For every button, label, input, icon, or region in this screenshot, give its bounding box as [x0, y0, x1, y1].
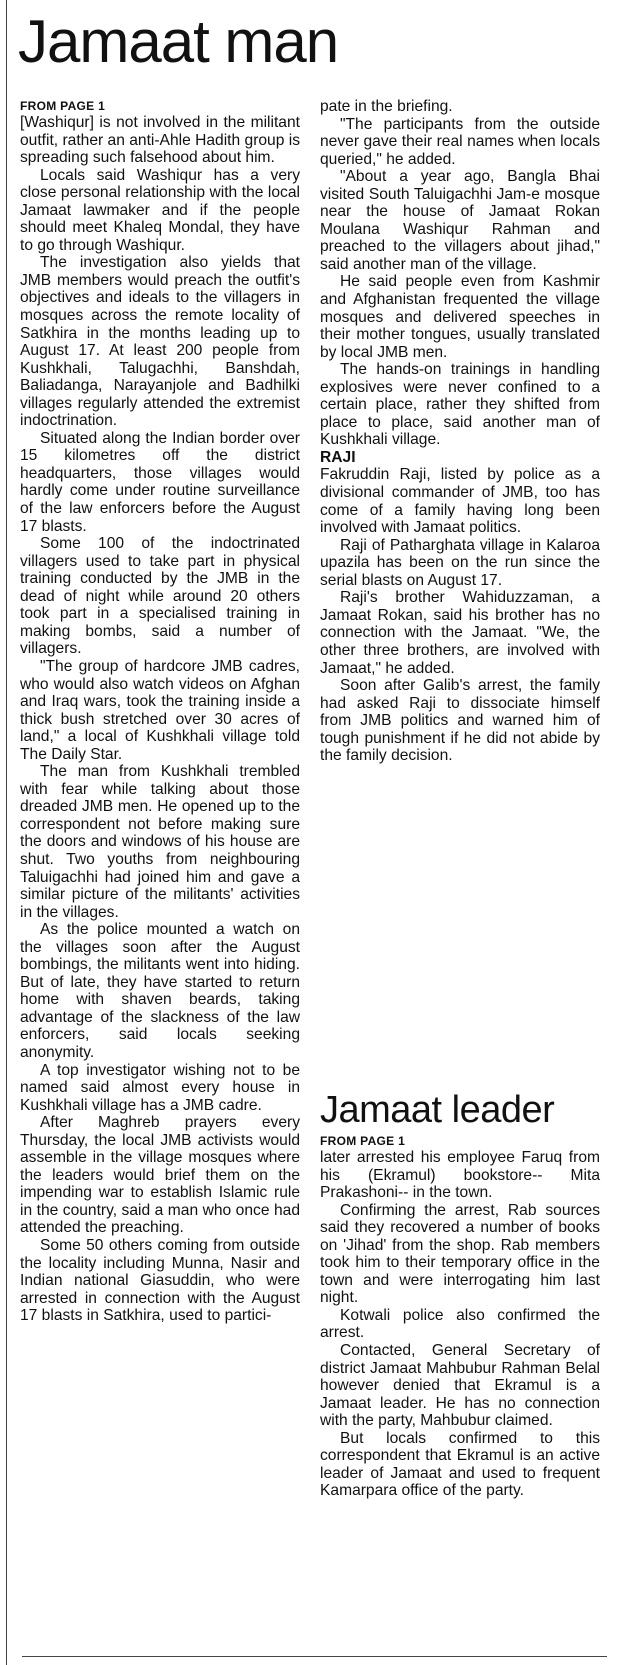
article-paragraph: Locals said Washiqur has a very close personal relationship with the local Jamaat lawmaker and if the people should meet Khaleq Mondal, they have to go through Washiqur.: [20, 166, 300, 254]
column-rule: [6, 0, 7, 1665]
article-paragraph: Some 100 of the indoctrinated villagers used to take part in physical training conducted by the JMB in the dead of night while around 20 others took part in a specialised training in making bombs, said a number of villagers.: [20, 535, 300, 658]
article-paragraph: The hands-on trainings in handling explosives were never confined to a certain place, rather they shifted from place to place, said another man of Kushkhali village.: [320, 361, 600, 449]
article-paragraph: As the police mounted a watch on the villages soon after the August bombings, the militants went into hiding. But of late, they have started to return home with shaven beards, taking advantage of the slackness of the law enforcers, said locals seeking anonymity.: [20, 921, 300, 1061]
article-paragraph: [Washiqur] is not involved in the militant outfit, rather an anti-Ahle Hadith group is spreading such falsehood about him.: [20, 114, 300, 167]
article-paragraph: After Maghreb prayers every Thursday, the local JMB activists would assemble in the village mosques where the leaders would brief them on the impending war to establish Islamic rule in the country, said a man who once had attended the preaching.: [20, 1114, 300, 1237]
article-paragraph: Soon after Galib's arrest, the family had asked Raji to dissociate himself from JMB politics and warned him of tough punishment if he did not abide by the family decision.: [320, 677, 600, 765]
article-paragraph: Situated along the Indian border over 15 kilometres off the district headquarters, those villages would hardly come under routine surveillance of the law enforcers before the August 17 blasts.: [20, 429, 300, 535]
article-paragraph: The investigation also yields that JMB members would preach the outfit's objectives and ideals to the villagers in mosques across the remote locality of Satkhira in the months leading up to August 17. At least 200 people from Kushkhali, Talugachhi, Banshdah, Baliadanga, Narayanjole and Badhilki villages regularly attended the extremist indoctrination.: [20, 254, 300, 430]
second-article-column: [320, 1133, 600, 1500]
article-paragraph: later arrested his employee Faruq from his (Ekramul) bookstore-- Mita Prakashoni-- in the town.: [320, 1149, 600, 1202]
article-paragraph: A top investigator wishing not to be named said almost every house in Kushkhali village has a JMB cadre.: [20, 1061, 300, 1114]
article-column-right: [320, 98, 600, 765]
kicker: FROM PAGE 1: [20, 99, 106, 113]
article-paragraph: "The group of hardcore JMB cadres, who would also watch videos on Afghan and Iraq wars, took the training inside a thick bush stretched over 30 acres of land," a local of Kushkhali village told The Daily Star.: [20, 657, 300, 763]
headline: Jamaat man: [18, 8, 339, 75]
article-paragraph: Contacted, General Secretary of district Jamaat Mahbubur Rahman Belal however denied that Ekramul is a Jamaat leader. He has no connection with the party, Mahbubur claimed.: [320, 1342, 600, 1430]
article-paragraph: Raji of Patharghata village in Kalaroa upazila has been on the run since the serial blasts on August 17.: [320, 536, 600, 589]
article-paragraph: Fakruddin Raji, listed by police as a divisional commander of JMB, too has come of a family having long been involved with Jamaat politics.: [320, 466, 600, 537]
bottom-divider: [22, 1656, 607, 1657]
article-paragraph: The man from Kushkhali trembled with fear while talking about those dreaded JMB men. He opened up to the correspondent not before making sure the doors and windows of his house are shut. Two youths from neighbouring Taluigachhi had joined him and gave a similar picture of the militants' activities in the villages.: [20, 763, 300, 921]
article-paragraph: He said people even from Kashmir and Afghanistan frequented the village mosques and delivered speeches in their mother tongues, usually translated by local JMB men.: [320, 273, 600, 361]
article-paragraph: Confirming the arrest, Rab sources said they recovered a number of books on 'Jihad' from the shop. Rab members took him to their temporary office in the town and were interrogating him last night.: [320, 1201, 600, 1307]
article-paragraph: Raji's brother Wahiduzzaman, a Jamaat Rokan, said his brother has no connection with the Jamaat. "We, the other three brothers, are involved with Jamaat," he added.: [320, 589, 600, 677]
article-paragraph: "The participants from the outside never gave their real names when locals queried," he added.: [320, 115, 600, 168]
second-headline: Jamaat leader: [320, 1089, 555, 1131]
kicker: FROM PAGE 1: [320, 1134, 406, 1148]
article-paragraph: But locals confirmed to this correspondent that Ekramul is an active leader of Jamaat and used to frequent Kamarpara office of the party.: [320, 1429, 600, 1500]
article-column-left: [20, 98, 300, 1325]
article-paragraph: pate in the briefing.: [320, 98, 453, 115]
article-paragraph: "About a year ago, Bangla Bhai visited South Taluigachhi Jam-e mosque near the house of Jamaat Rokan Moulana Washiqur Rahman and preached to the villagers about jihad," said another man of the village.: [320, 168, 600, 273]
article-paragraph: Kotwali police also confirmed the arrest.: [320, 1306, 600, 1342]
section-subhead: RAJI: [320, 448, 356, 466]
article-paragraph: Some 50 others coming from outside the locality including Munna, Nasir and Indian national Giasuddin, who were arrested in connection with the August 17 blasts in Satkhira, used to partici-: [20, 1237, 300, 1325]
